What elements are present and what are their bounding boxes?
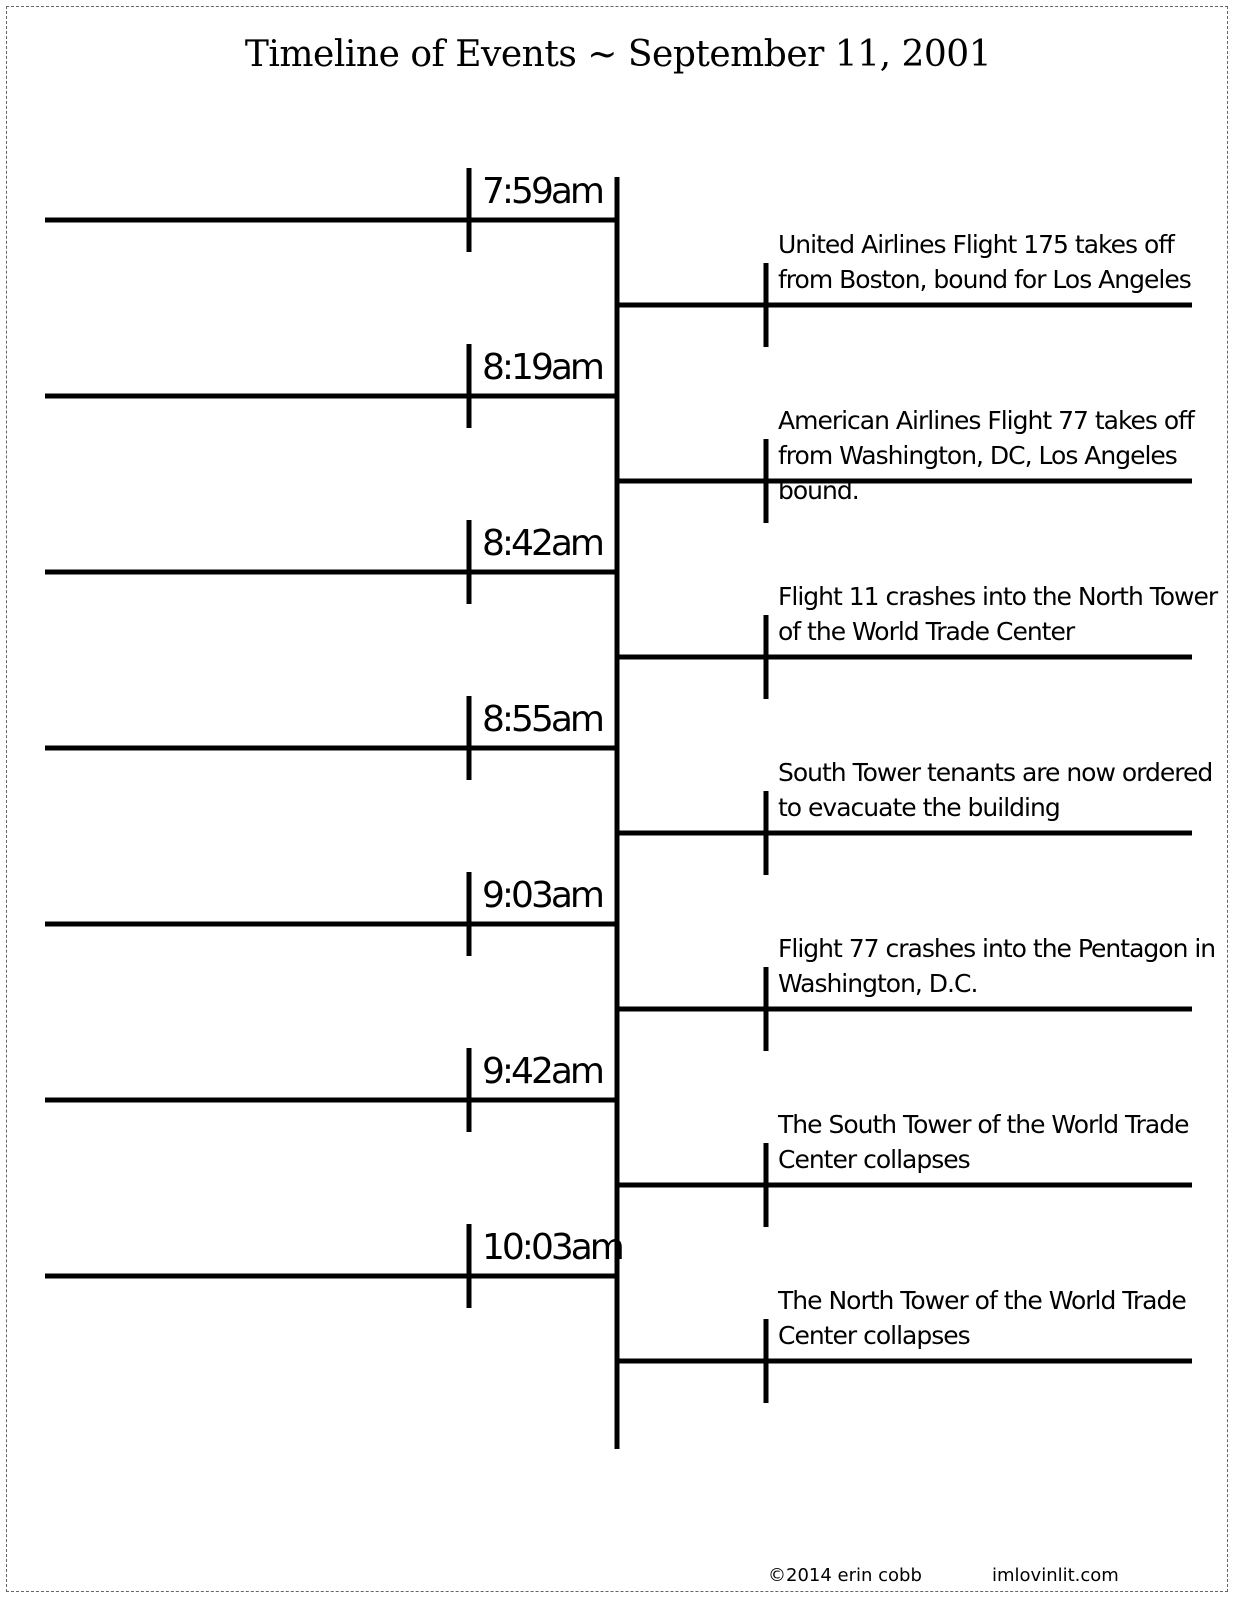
event-label: Flight 77 crashes into the Pentagon in Washington, D.C. bbox=[778, 934, 1216, 998]
time-label: 8:19am bbox=[482, 347, 602, 388]
event-label: American Airlines Flight 77 takes off from Washington, DC, Los Angeles bound. bbox=[778, 406, 1194, 505]
time-label: 9:42am bbox=[482, 1051, 602, 1092]
page-title: Timeline of Events ~ September 11, 2001 bbox=[244, 34, 992, 75]
event-label: The North Tower of the World Trade Center collapses bbox=[778, 1286, 1186, 1350]
footer-copyright: ©2014 erin cobb bbox=[768, 1565, 922, 1586]
time-label: 9:03am bbox=[482, 875, 602, 916]
footer-site: imlovinlit.com bbox=[992, 1565, 1119, 1586]
event-label: Flight 11 crashes into the North Tower of the World Trade Center bbox=[778, 582, 1218, 646]
event-label: United Airlines Flight 175 takes off from Boston, bound for Los Angeles bbox=[778, 230, 1191, 294]
event-label: The South Tower of the World Trade Center collapses bbox=[778, 1110, 1189, 1174]
time-label: 8:55am bbox=[482, 699, 602, 740]
time-label: 7:59am bbox=[482, 171, 602, 212]
time-label: 8:42am bbox=[482, 523, 602, 564]
time-label: 10:03am bbox=[482, 1227, 622, 1268]
event-label: South Tower tenants are now ordered to evacuate the building bbox=[778, 758, 1213, 822]
